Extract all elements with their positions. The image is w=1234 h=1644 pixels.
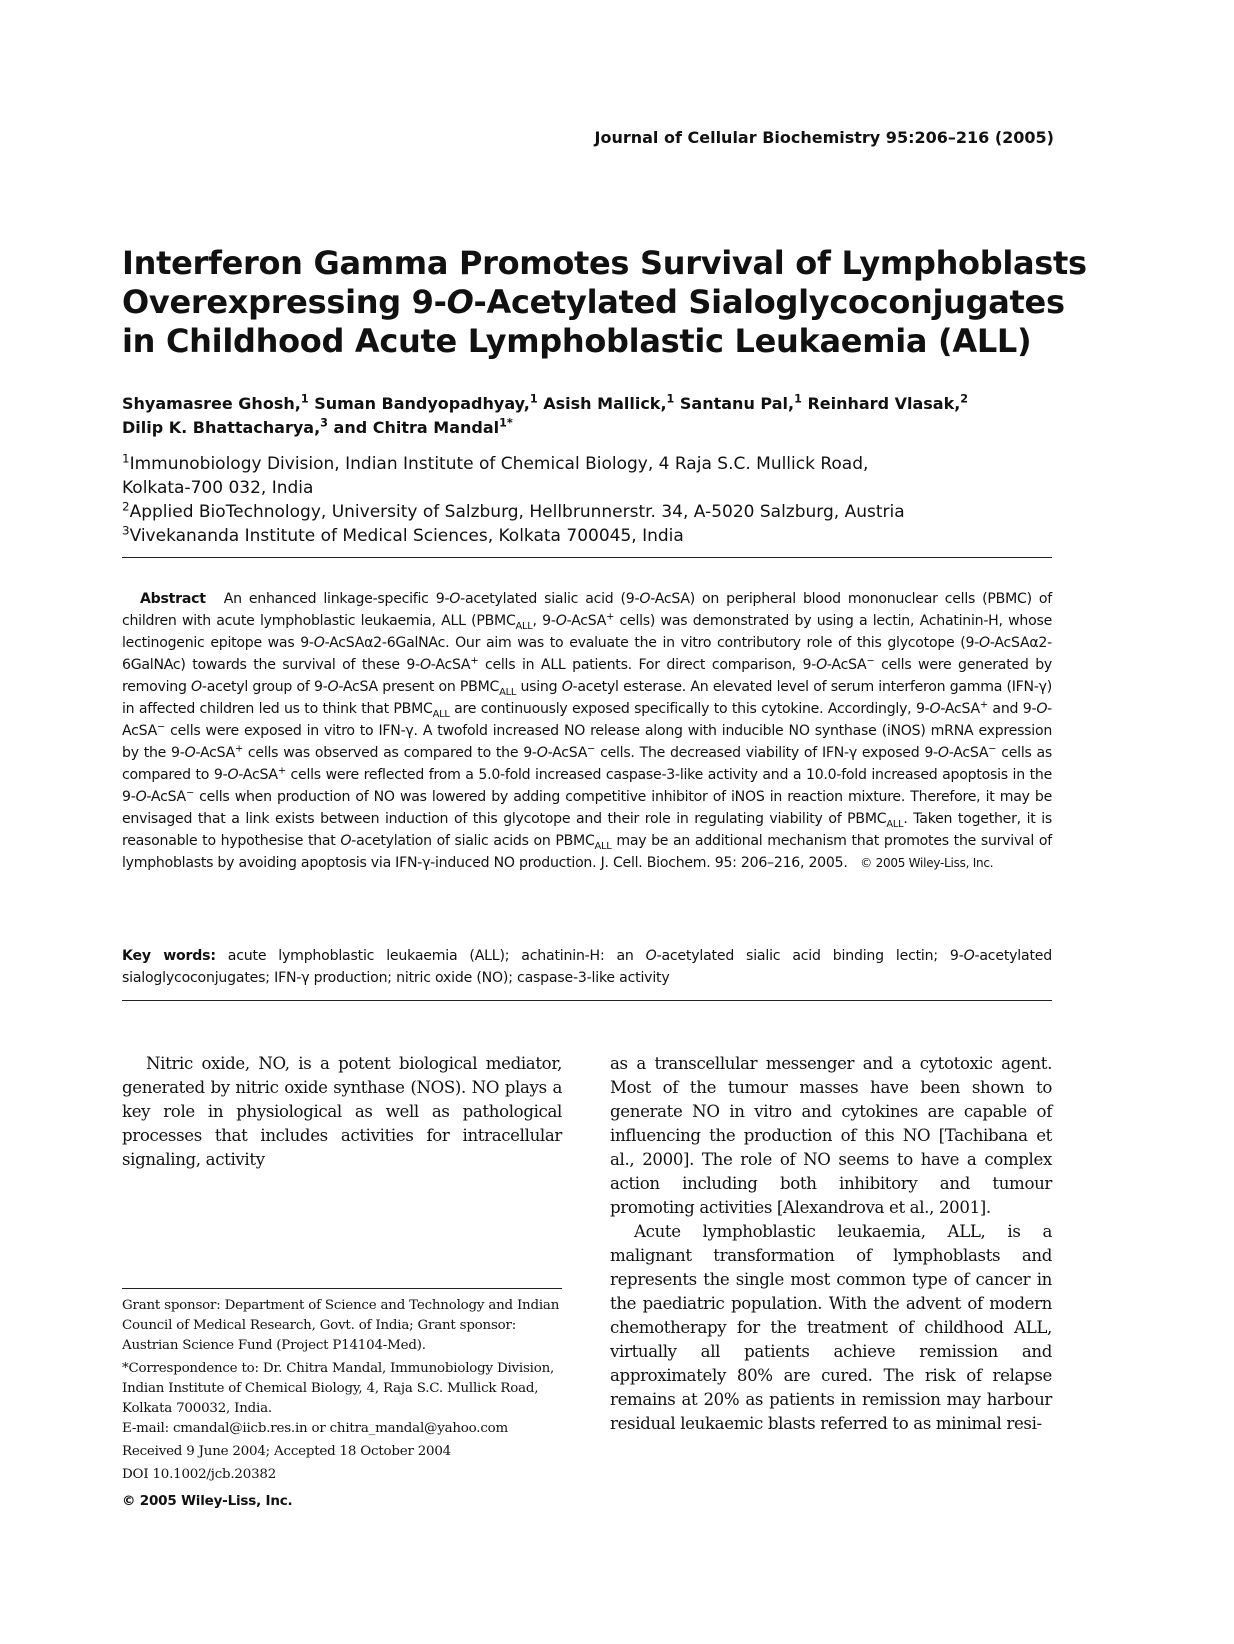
doi: DOI 10.1002/jcb.20382 (122, 1467, 277, 1482)
paragraph: as a transcellular messenger and a cytotoxic agent. Most of the tumour masses have been shown to generate NO in vitro and cytokines are capable of influencing the production of this NO [Tachibana et al., 2000]. The role of NO seems to have a complex action including both inhibitory and tumour promoting activities [Alexandrova et al., 2001]. (610, 1054, 1052, 1217)
abstract-copyright: © 2005 Wiley-Liss, Inc. (860, 856, 994, 870)
email: E-mail: cmandal@iicb.res.in or chitra_mandal@yahoo.com (122, 1421, 509, 1436)
author: Shyamasree Ghosh,$^1$ (122, 392, 309, 413)
divider-bottom (122, 1000, 1052, 1001)
title-line-3: in Childhood Acute Lymphoblastic Leukaemia (ALL) (122, 322, 1032, 360)
abstract-label: Abstract (140, 591, 206, 607)
keywords: Key words: acute lymphoblastic leukaemia (ALL); achatinin-H: an O-acetylated sialic acid binding lectin; 9-O-acetylated sialoglycoconjugates; IFN-γ production; nitric oxide (NO); caspase-3-like activity (122, 948, 1052, 986)
grant-sponsor: Grant sponsor: Department of Science and Technology and Indian Council of Medical Research, Govt. of India; Grant sponsor: Austrian Science Fund (Project P14104-Med). (122, 1298, 560, 1353)
author: Asish Mallick,$^1$ (543, 392, 675, 413)
author-list (122, 392, 1102, 440)
author: Reinhard Vlasak,$^2$ (807, 392, 969, 413)
author: Santanu Pal,$^1$ (679, 392, 802, 413)
footer-copyright: © 2005 Wiley-Liss, Inc. (122, 1493, 293, 1509)
article-title (122, 244, 1122, 361)
author: Dilip K. Bhattacharya,$^3$ (122, 416, 328, 437)
title-line-1: Interferon Gamma Promotes Survival of Lymphoblasts (122, 244, 1087, 282)
abstract: Abstract An enhanced linkage-specific 9-O-acetylated sialic acid (9-O-AcSA) on peripheral blood mononuclear cells (PBMC) of children with acute lymphoblastic leukaemia, ALL ($PBMC_{ALL}$, 9-O-AcSA+ cells) was demonstrated by using a lectin, Achatinin-H, whose lectinogenic epitope was 9-O-AcSAα2-6GalNAc. Our aim was to evaluate the in vitro contributory role of this glycotope (9-O-AcSAα2-6GalNAc) towards the survival of these 9-O-AcSA+ cells in ALL patients. For direct comparison, 9-O-AcSA− cells were generated by removing O-acetyl group of 9-O-AcSA present on $PBMC_{ALL}$ using O-acetyl esterase. An elevated level of serum interferon gamma (IFN-γ) in affected children led us to think that $PBMC_{ALL}$ are continuously exposed specifically to this cytokine. Accordingly, 9-O-AcSA+ and 9-O-AcSA− cells were exposed in vitro to IFN-γ. A twofold increased NO release along with inducible NO synthase (iNOS) mRNA expression by the 9-O-AcSA+ cells was observed as compared to the 9-O-AcSA− cells. The decreased viability of IFN-γ exposed 9-O-AcSA− cells as compared to 9-O-AcSA+ cells were reflected from a 5.0-fold increased caspase-3-like activity and a 10.0-fold increased apoptosis in the 9-O-AcSA− cells when production of NO was lowered by adding competitive inhibitor of iNOS in reaction mixture. Therefore, it may be envisaged that a link exists between induction of this glycotope and their role in regulating viability of $PBMC_{ALL}$. Taken together, it is reasonable to hypothesise that O-acetylation of sialic acids on $PBMC_{ALL}$ may be an additional mechanism that promotes the survival of lymphoblasts by avoiding apoptosis via IFN-γ-induced NO production. J. Cell. Biochem. 95: 206–216, 2005. © 2005 Wiley-Liss, Inc. (122, 591, 1053, 871)
received-date: Received 9 June 2004; Accepted 18 October 2004 (122, 1444, 451, 1459)
journal-header: Journal of Cellular Biochemistry 95:206–216 (2005) (594, 128, 1054, 147)
author: Suman Bandyopadhyay,$^1$ (314, 392, 538, 413)
footnotes (122, 1296, 562, 1514)
affiliation-1: $^1$Immunobiology Division, Indian Institute of Chemical Biology, 4 Raja S.C. Mullick Road, Kolkata-700 032, India (122, 451, 869, 498)
title-line-2: Overexpressing 9-O-Acetylated Sialoglycoconjugates (122, 283, 1065, 321)
affiliation-2: $^2$Applied BioTechnology, University of Salzburg, Hellbrunnerstr. 34, A-5020 Salzburg, Austria (122, 499, 905, 522)
author: and Chitra Mandal$^{1*}$ (333, 416, 513, 437)
divider-top (122, 557, 1052, 558)
footnote-rule (122, 1288, 562, 1289)
keywords-label: Key words: (122, 948, 216, 964)
paragraph: Acute lymphoblastic leukaemia, ALL, is a malignant transformation of lymphoblasts and represents the single most common type of cancer in the paediatric population. With the advent of modern chemotherapy for the treatment of childhood ALL, virtually all patients achieve remission and approximately 80% are cured. The risk of relapse remains at 20% as patients in remission may harbour residual leukaemic blasts referred to as minimal resi- (610, 1222, 1052, 1433)
paragraph: Nitric oxide, NO, is a potent biological mediator, generated by nitric oxide synthase (NOS). NO plays a key role in physiological as well as pathological processes that includes activities for intracellular signaling, activity (122, 1054, 562, 1169)
affiliations (122, 452, 1122, 548)
body-column-left (122, 1052, 562, 1172)
affiliation-3: $^3$Vivekananda Institute of Medical Sciences, Kolkata 700045, India (122, 523, 684, 546)
body-column-right (610, 1052, 1052, 1436)
correspondence: *Correspondence to: Dr. Chitra Mandal, Immunobiology Division, Indian Institute of Chemical Biology, 4, Raja S.C. Mullick Road, Kolkata 700032, India. (122, 1361, 555, 1416)
